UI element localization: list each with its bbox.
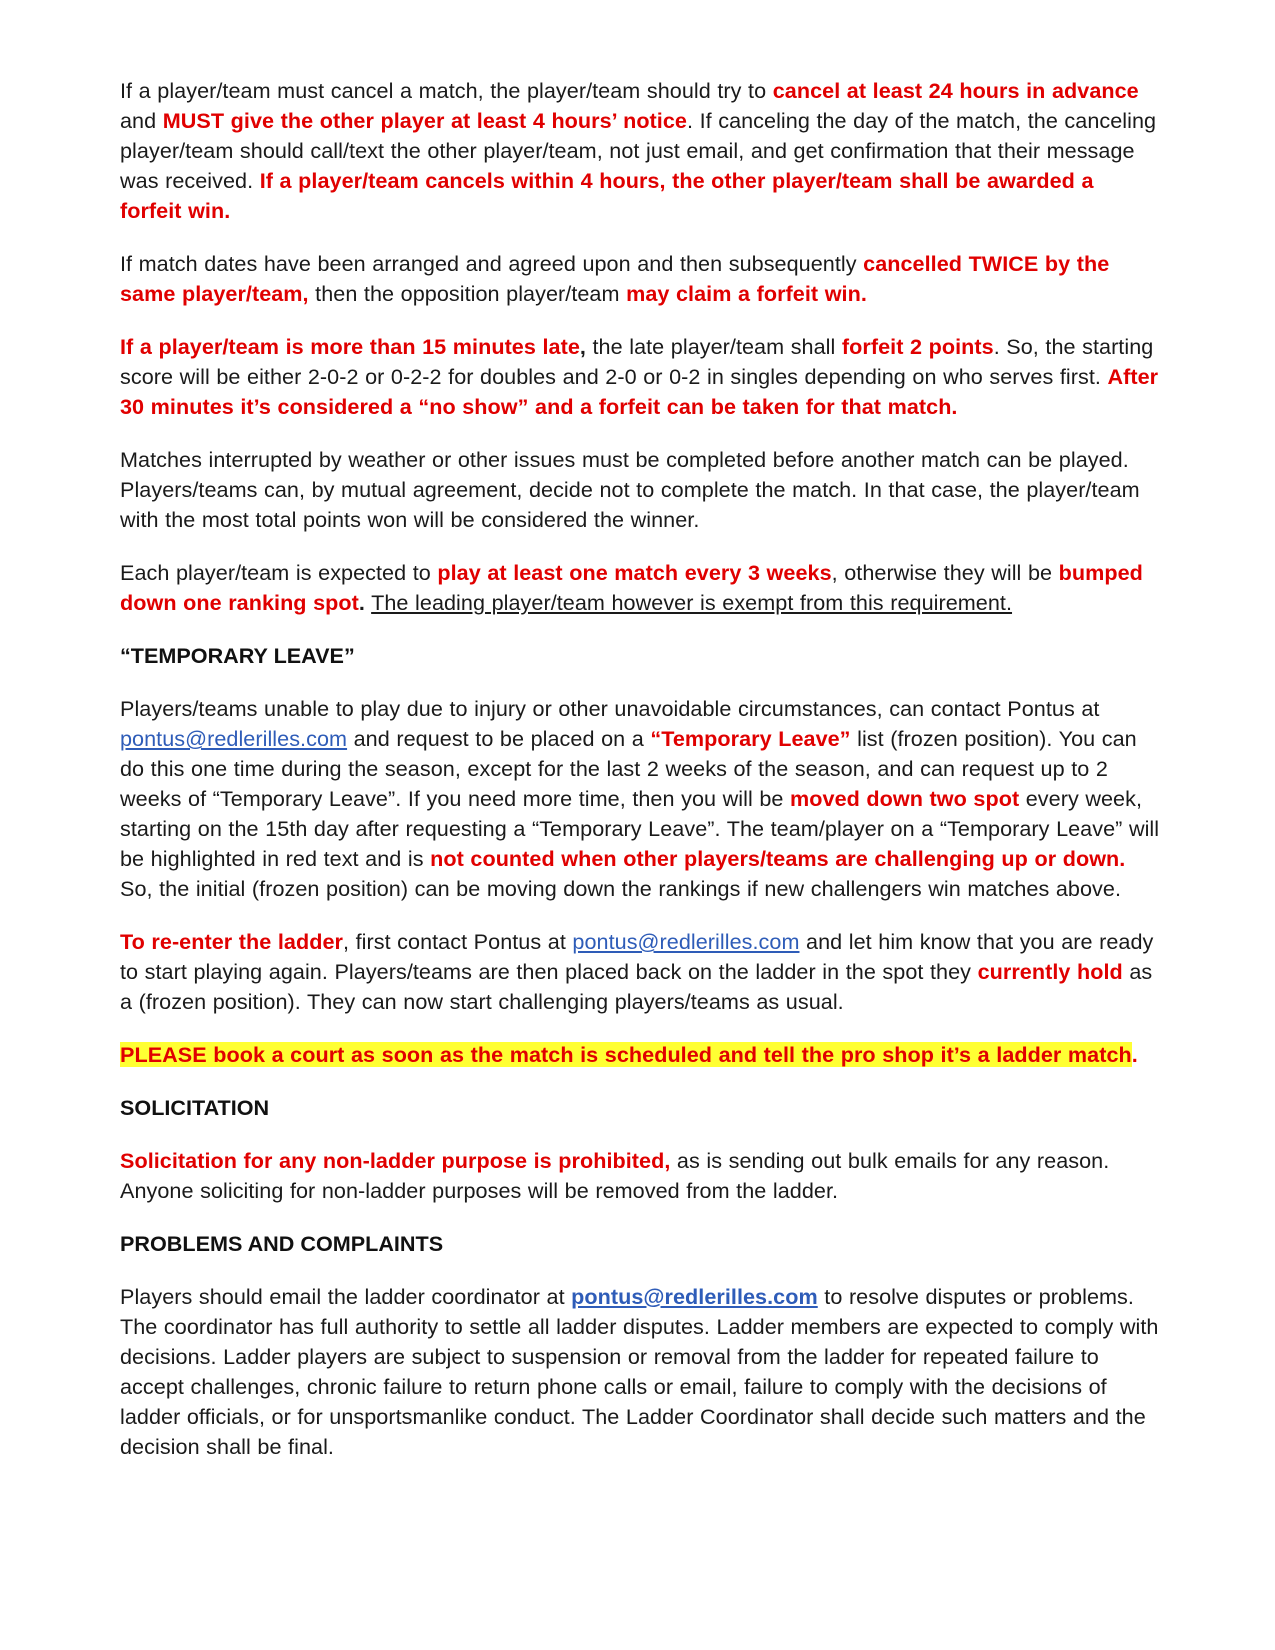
late-arrival-paragraph (120, 332, 1160, 422)
emphasis-text: not counted when other players/teams are challenging up or down. (430, 846, 1126, 871)
highlighted-notice: PLEASE book a court as soon as the match is scheduled and tell the pro shop it’s a ladder match (120, 1042, 1132, 1067)
emphasis-text: MUST give the other player at least 4 hours’ notice (162, 108, 687, 133)
text-run: . (358, 590, 365, 615)
document-page (120, 76, 1160, 1485)
text-run: the late player/team shall (585, 334, 842, 359)
emphasis-text: . (1131, 1042, 1138, 1067)
emphasis-text: moved down two spot (790, 786, 1020, 811)
text-run: then the opposition player/team (308, 281, 627, 306)
text-run: . So, the starting score will be either 2-0-2 or 0-2-2 for doubles and 2-0 or 0-2 in singles depending on who serves first. (120, 334, 1154, 389)
text-run: If match dates have been arranged and agreed upon and then subsequently (120, 251, 864, 276)
text-run: to resolve disputes or problems. The coordinator has full authority to settle all ladder disputes. Ladder members are expected to comply with decisions. Ladder players are subject to suspension or removal from the ladder for repeated failure to accept challenges, chronic failure to return phone calls or email, failure to comply with the decisions of ladder officials, or for unsportsmanlike conduct. The Ladder Coordinator shall decide such matters and the decision shall be final. (120, 1284, 1159, 1459)
text-run: Matches interrupted by weather or other issues must be completed before another match can be played. Players/teams can, by mutual agreement, decide not to complete the match. In that case, the player/team with the most total points won will be considered the winner. (120, 447, 1140, 532)
emphasis-text: cancel at least 24 hours in advance (772, 78, 1139, 103)
text-run: . If canceling the day of the match, the canceling player/team should call/text the other player/team, not just email, and get confirmation that their message was received. (120, 108, 1157, 193)
text-run: , (579, 334, 586, 359)
emphasis-text: “Temporary Leave” (650, 726, 851, 751)
play-frequency-paragraph (120, 558, 1160, 618)
temporary-leave-heading: “TEMPORARY LEAVE” (120, 643, 355, 668)
emphasis-text: After 30 minutes it’s considered a “no show” and a forfeit can be taken for that match. (120, 364, 1159, 419)
text-run: , otherwise they will be (831, 560, 1059, 585)
solicitation-paragraph (120, 1146, 1160, 1206)
email-link[interactable]: pontus@redlerilles.com (120, 726, 348, 751)
emphasis-text: If a player/team is more than 15 minutes late (120, 334, 580, 359)
problems-complaints-heading: PROBLEMS AND COMPLAINTS (120, 1231, 444, 1256)
email-link[interactable]: pontus@redlerilles.com (572, 929, 800, 954)
email-link[interactable]: pontus@redlerilles.com (571, 1284, 818, 1309)
cancellation-paragraph (120, 76, 1160, 226)
text-run: If a player/team must cancel a match, the player/team should try to (120, 78, 773, 103)
text-run: as a (frozen position). They can now start challenging players/teams as usual. (120, 959, 1153, 1014)
text-run: and let him know that you are ready to start playing again. Players/teams are then placed back on the ladder in the spot they (120, 929, 1154, 984)
text-run: Each player/team is expected to (120, 560, 438, 585)
emphasis-text: To re-enter the ladder (120, 929, 343, 954)
emphasis-text: If a player/team cancels within 4 hours, the other player/team shall be awarded a forfeit win. (120, 168, 1094, 223)
underlined-text: The leading player/team however is exempt from this requirement. (371, 590, 1013, 615)
book-court-notice (120, 1040, 1160, 1070)
problems-complaints-paragraph (120, 1282, 1160, 1462)
text-run: as is sending out bulk emails for any reason. Anyone soliciting for non-ladder purposes will be removed from the ladder. (120, 1148, 1110, 1203)
solicitation-heading: SOLICITATION (120, 1095, 270, 1120)
emphasis-text: bumped down one ranking spot (120, 560, 1143, 615)
text-run: list (frozen position). You can do this one time during the season, except for the last 2 weeks of the season, and can request up to 2 weeks of “Temporary Leave”. If you need more time, then you will be (120, 726, 1137, 811)
interrupted-matches-paragraph (120, 445, 1160, 535)
emphasis-text: forfeit 2 points (841, 334, 994, 359)
re-enter-ladder-paragraph (120, 927, 1160, 1017)
emphasis-text: cancelled TWICE by the same player/team, (120, 251, 1110, 306)
emphasis-text: may claim a forfeit win. (626, 281, 867, 306)
emphasis-text: play at least one match every 3 weeks (437, 560, 832, 585)
text-run: and (120, 108, 163, 133)
emphasis-text: currently hold (977, 959, 1123, 984)
cancelled-twice-paragraph (120, 249, 1160, 309)
text-run: every week, starting on the 15th day after requesting a “Temporary Leave”. The team/player on a “Temporary Leave” will be highlighted in red text and is (120, 786, 1160, 871)
text-run: Players/teams unable to play due to injury or other unavoidable circumstances, can contact Pontus at (120, 696, 1100, 721)
emphasis-text: Solicitation for any non-ladder purpose is prohibited, (120, 1148, 671, 1173)
text-run: So, the initial (frozen position) can be moving down the rankings if new challengers win matches above. (120, 876, 1121, 901)
temporary-leave-paragraph (120, 694, 1160, 904)
text-run: Players should email the ladder coordinator at (120, 1284, 572, 1309)
text-run: , first contact Pontus at (342, 929, 573, 954)
text-run: and request to be placed on a (347, 726, 651, 751)
